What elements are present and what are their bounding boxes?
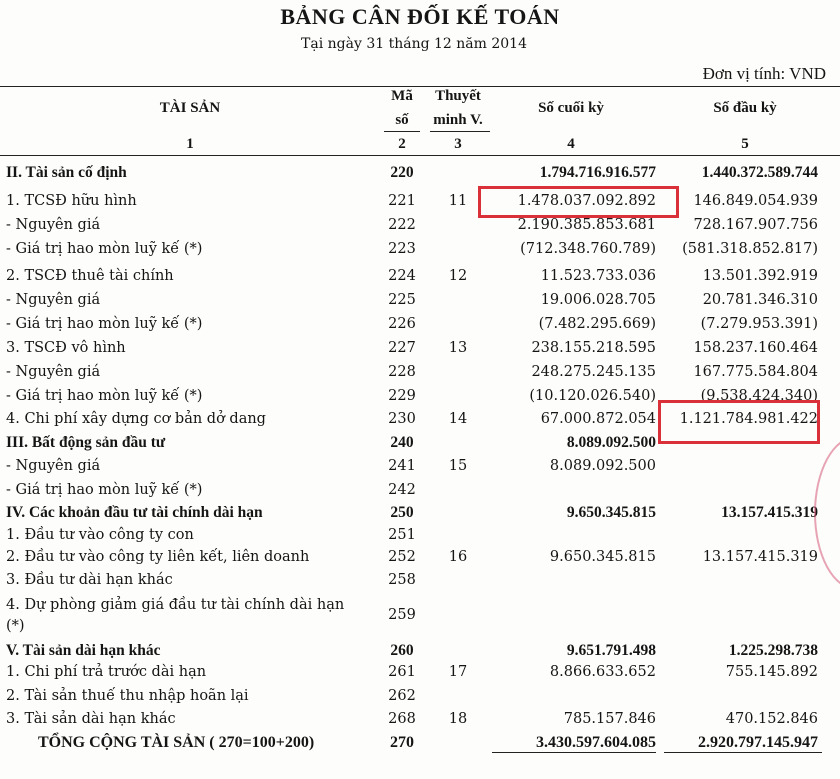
col-number-1: 1 [186,136,194,152]
row-end-balance: 9.651.791.498 [566,642,656,659]
table-row [0,290,840,312]
row-code: 226 [388,316,416,332]
row-begin-balance: 470.152.846 [725,711,818,727]
row-begin-balance: (581.318.852.817) [682,241,818,257]
table-row [0,525,840,547]
row-label: 2. Tài sản thuế thu nhập hoãn lại [6,688,249,704]
row-end-balance: (712.348.760.789) [520,241,656,257]
row-code: 262 [388,688,416,704]
row-code: 251 [388,527,416,543]
header-top-rule [0,86,840,87]
row-code: 270 [390,734,414,751]
row-label: - Giá trị hao mòn luỹ kế (*) [6,388,203,404]
row-begin-balance: 13.501.392.919 [702,268,818,284]
row-label: - Nguyên giá [6,458,101,474]
row-code: 222 [388,217,416,233]
row-code: 229 [388,388,416,404]
total-begin-rule [664,752,822,753]
row-label: II. Tài sản cố định [6,164,127,181]
row-end-balance: (10.120.026.540) [529,388,656,404]
table-row [0,456,840,478]
header-code-line2: số [395,112,409,128]
row-label: - Nguyên giá [6,217,101,233]
table-row [0,239,840,261]
table-row [0,686,840,708]
total-row [0,732,840,754]
row-begin-balance: 1.440.372.589.744 [701,164,818,181]
row-end-balance: 2.190.385.853.681 [517,217,656,233]
row-code: 259 [388,607,416,623]
row-label: 1. Đầu tư vào công ty con [6,527,194,543]
table-row [0,314,840,336]
table-row [0,215,840,237]
row-end-balance: 11.523.733.036 [540,268,656,284]
highlight-box-tangible-assets [478,186,679,218]
row-code: 224 [388,268,416,284]
row-label: - Giá trị hao mòn luỹ kế (*) [6,482,203,498]
header-code-rule [384,131,420,132]
table-row [0,709,840,731]
table-row [0,662,840,684]
row-begin-balance: 146.849.054.939 [693,193,818,209]
row-label: TỔNG CỘNG TÀI SẢN ( 270=100+200) [38,734,315,751]
row-label: - Giá trị hao mòn luỹ kế (*) [6,316,203,332]
row-label: - Nguyên giá [6,364,101,380]
row-end-balance: 238.155.218.595 [531,340,656,356]
row-begin-balance: 1.225.298.738 [728,642,818,659]
row-note: 14 [448,411,468,427]
row-note: 13 [448,340,468,356]
row-code: 227 [388,340,416,356]
row-label: - Nguyên giá [6,292,101,308]
row-label: IV. Các khoản đầu tư tài chính dài hạn [6,504,263,521]
table-row [0,640,840,662]
row-code: 240 [390,434,414,451]
row-label: 1. Chi phí trả trước dài hạn [6,664,207,680]
header-begin-balance: Số đầu kỳ [713,100,777,116]
table-row [0,480,840,502]
row-code: 252 [388,549,416,565]
row-end-balance: 19.006.028.705 [540,292,656,308]
row-label: 2. Đầu tư vào công ty liên kết, liên doanh [6,549,310,565]
row-code: 242 [388,482,416,498]
row-begin-balance: 2.920.797.145.947 [698,734,818,751]
row-end-balance: 67.000.872.054 [540,411,656,427]
row-label: 4. Chi phí xây dựng cơ bản dở dang [6,411,266,427]
row-begin-balance: 13.157.415.319 [702,549,818,565]
col-number-4: 4 [567,136,575,152]
row-code: 258 [388,572,416,588]
row-code: 223 [388,241,416,257]
header-bottom-rule [0,155,840,156]
row-end-balance: 1.794.716.916.577 [539,164,656,181]
row-end-balance: 785.157.846 [563,711,656,727]
table-row [0,570,840,592]
row-code: 260 [390,642,414,659]
row-end-balance: 8.089.092.500 [549,458,656,474]
header-note-rule [430,131,490,132]
table-row [0,362,840,384]
row-end-balance: (7.482.295.669) [538,316,656,332]
row-label: 3. TSCĐ vô hình [6,340,126,356]
table-row [0,191,840,213]
header-end-balance: Số cuối kỳ [538,100,604,116]
row-note: 15 [448,458,468,474]
row-code: 250 [390,504,414,521]
row-code: 225 [388,292,416,308]
row-begin-balance: 158.237.160.464 [693,340,818,356]
row-label: 1. TCSĐ hữu hình [6,193,137,209]
row-end-balance: 8.089.092.500 [566,434,656,451]
row-end-balance: 3.430.597.604.085 [536,734,656,751]
table-row [0,593,840,634]
row-note: 12 [448,268,468,284]
row-label: 2. TSCĐ thuê tài chính [6,268,174,284]
header-note-line1: Thuyết [435,88,481,104]
header-code-line1: Mã [391,88,413,104]
row-end-balance: 8.866.633.652 [549,664,656,680]
row-end-balance: 9.650.345.815 [566,504,656,521]
document-title: BẢNG CÂN ĐỐI KẾ TOÁN [280,4,560,29]
row-label: - Giá trị hao mòn luỹ kế (*) [6,241,203,257]
total-end-rule [492,752,656,753]
header-asset: TÀI SẢN [159,100,221,116]
currency-unit: Đơn vị tính: VND [702,64,826,83]
row-code: 228 [388,364,416,380]
row-end-balance: 9.650.345.815 [549,549,656,565]
table-row [0,547,840,569]
highlight-box-construction [658,400,820,444]
row-begin-balance: (9.538.424.340) [700,388,818,404]
row-code: 241 [388,458,416,474]
row-note: 16 [448,549,468,565]
row-begin-balance: 13.157.415.319 [721,504,818,521]
row-begin-balance: (7.279.953.391) [700,316,818,332]
row-code: 230 [388,411,416,427]
row-begin-balance: 728.167.907.756 [693,217,818,233]
col-number-2: 2 [398,136,406,152]
row-begin-balance: 755.145.892 [725,664,818,680]
document-date: Tại ngày 31 tháng 12 năm 2014 [301,36,527,52]
table-row [0,266,840,288]
row-end-balance: 1.478.037.092.892 [517,193,656,209]
row-code: 268 [388,711,416,727]
table-row [0,162,840,184]
row-code: 261 [388,664,416,680]
row-code: 220 [390,164,414,181]
table-row [0,338,840,360]
row-label: III. Bất động sản đầu tư [6,434,166,451]
row-label: 3. Đầu tư dài hạn khác [6,572,173,588]
header-note-line2: minh V. [433,112,483,128]
table-row [0,502,840,524]
row-label: 3. Tài sản dài hạn khác [6,711,176,727]
row-note: 17 [448,664,468,680]
row-label: 4. Dự phòng giảm giá đầu tư tài chính dài hạn (*) [6,597,345,634]
row-note: 11 [448,193,468,209]
row-code: 221 [388,193,416,209]
row-end-balance: 248.275.245.135 [531,364,656,380]
row-begin-balance: 20.781.346.310 [702,292,818,308]
row-begin-balance: 1.121.784.981.422 [679,411,818,427]
row-label: V. Tài sản dài hạn khác [6,642,161,659]
row-begin-balance: 167.775.584.804 [693,364,818,380]
col-number-5: 5 [741,136,749,152]
col-number-3: 3 [454,136,462,152]
row-note: 18 [448,711,468,727]
